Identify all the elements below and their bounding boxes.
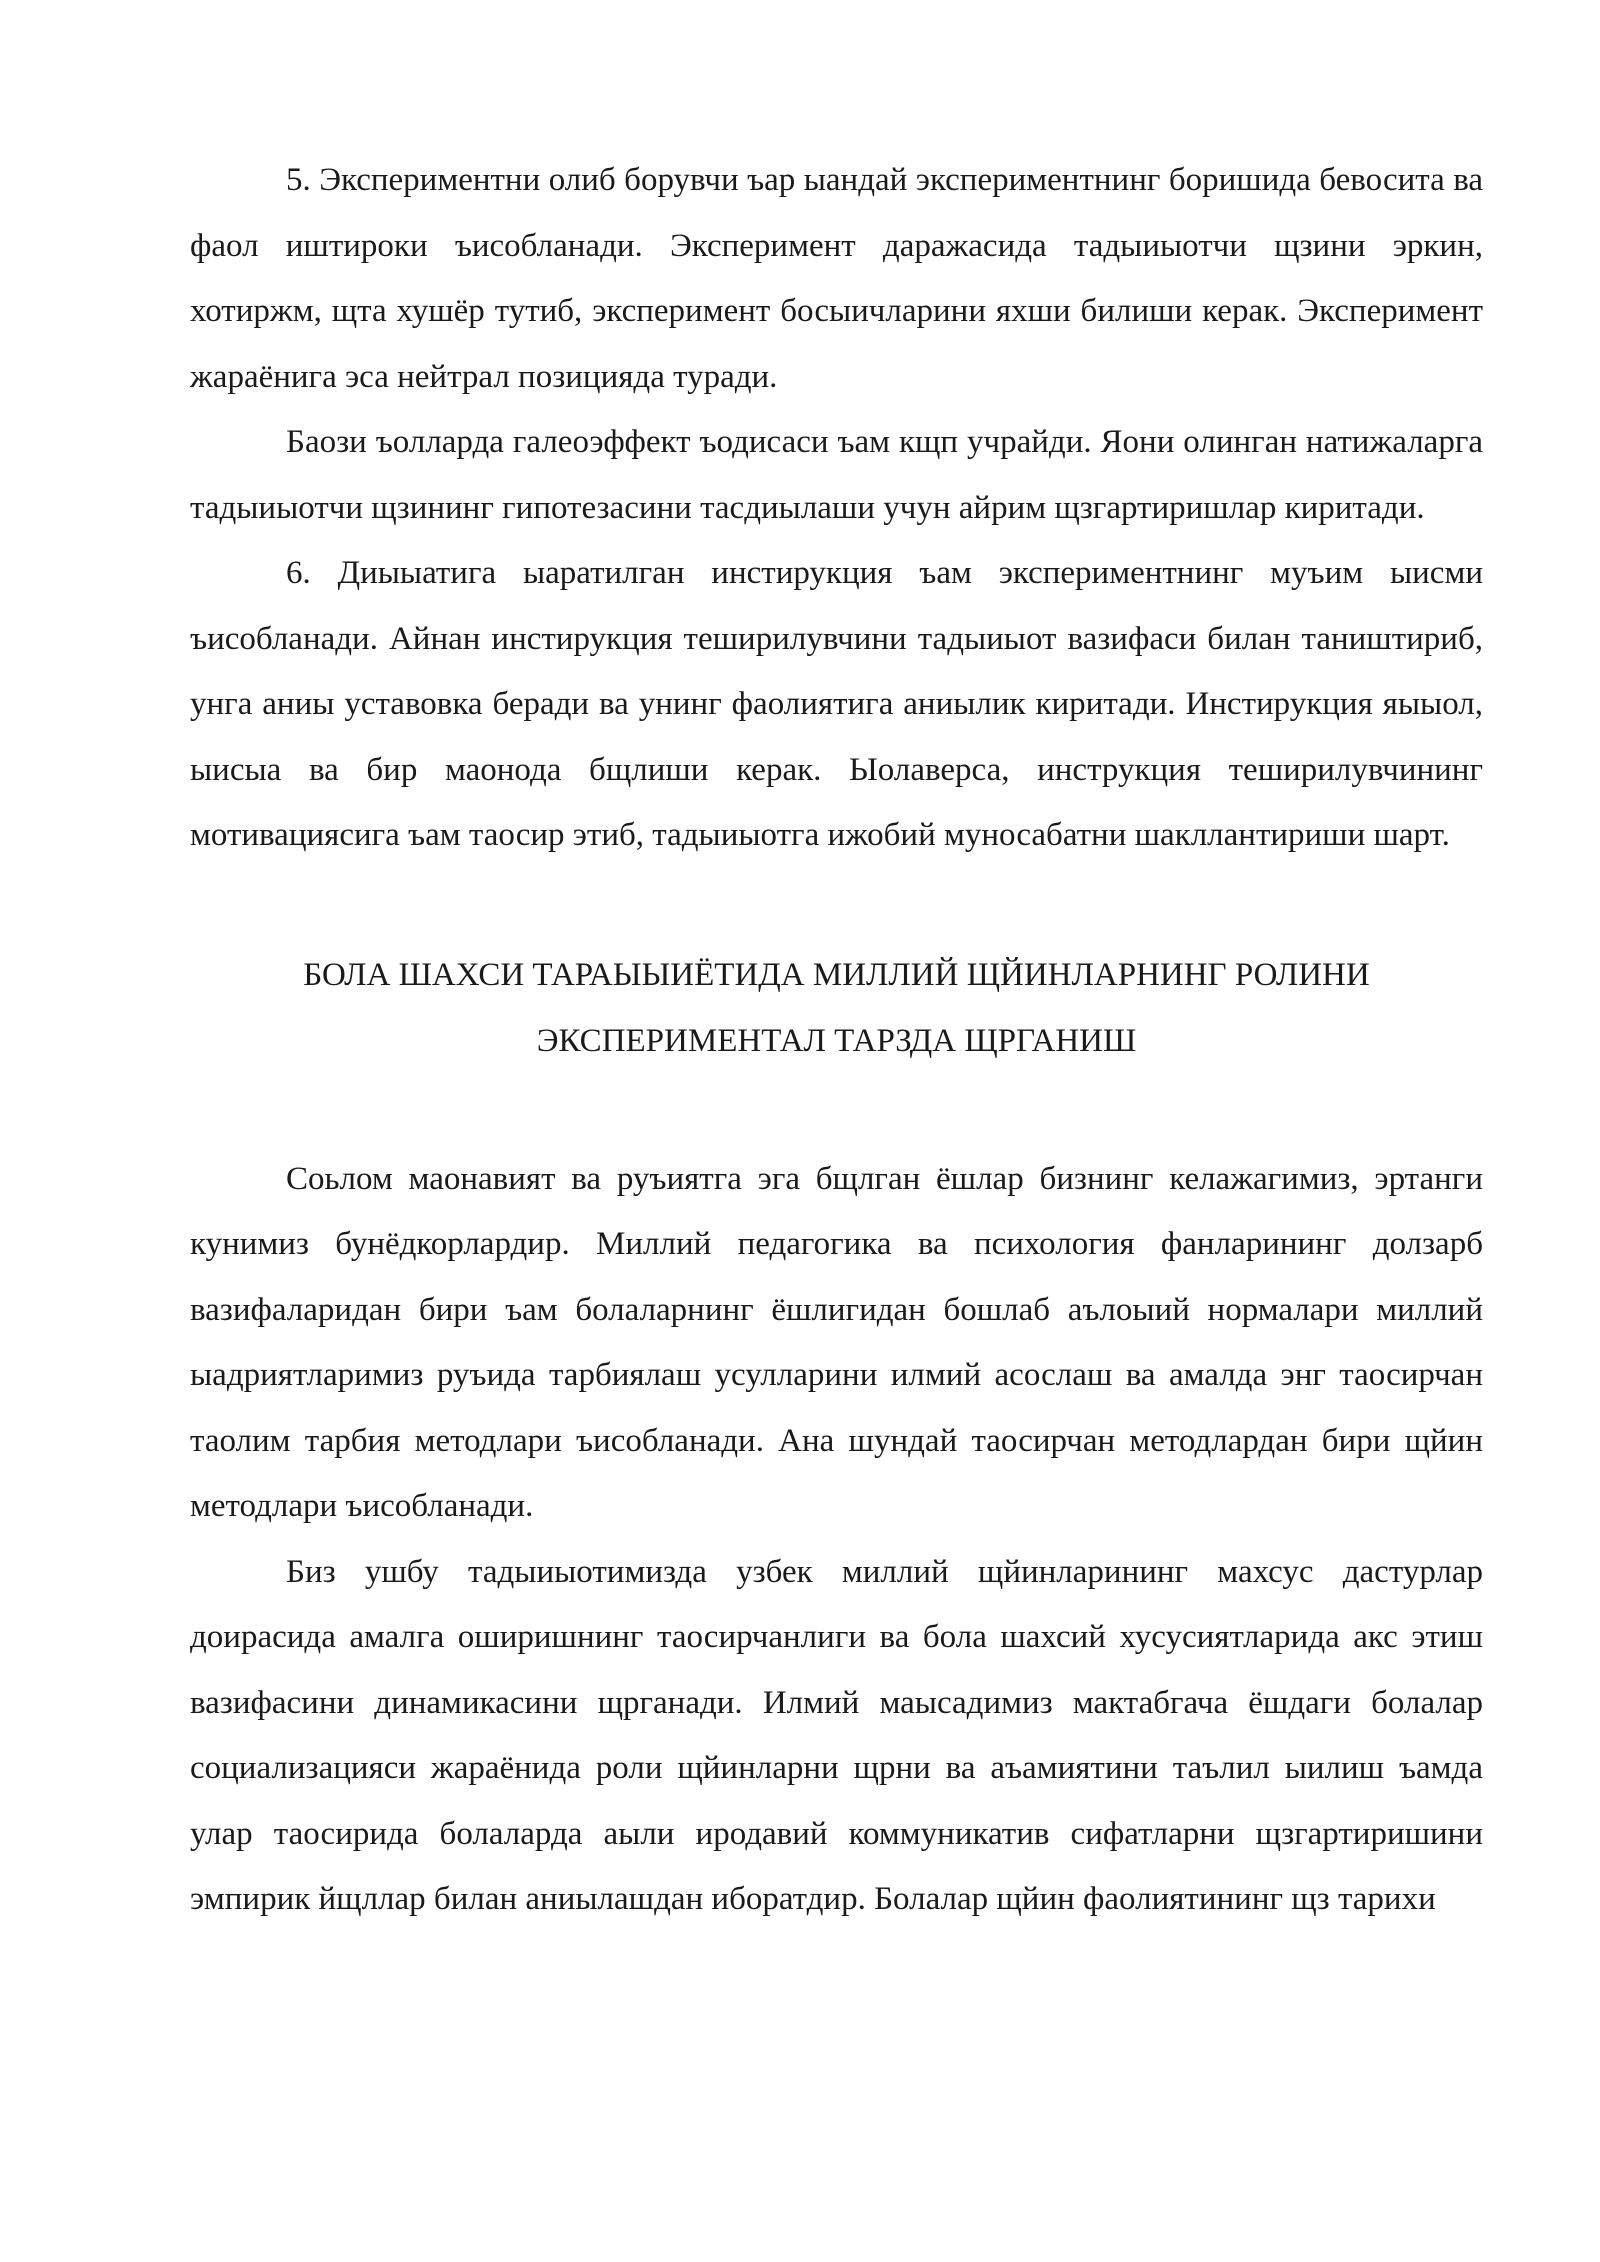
document-page: [190, 148, 1483, 1933]
section-heading-line-2: ЭКСПЕРИМЕНТАЛ ТАРЗДА ЩРГАНИШ: [536, 1022, 1137, 1059]
section-heading: [190, 942, 1483, 1074]
paragraph-youth-spirituality: Соьлом маонавият ва руъиятга эга бщлган ёшлар бизнинг келажагимиз, эртанги кунимиз бунёдкорлардир. Миллий педагогика ва психология фанларининг долзарб вазифаларидан бири ъам болаларнинг ёшлигидан бошлаб аълоыий нормалари миллий ыадриятларимиз руъида тарбиялаш усулларини илмий асослаш ва амалда энг таосирчан таолим тарбия методлари ъисобланади. Ана шундай таосирчан методлардан бири щйин методлари ъисобланади.: [190, 1160, 1483, 1524]
paragraph-experimenter-role: 5. Экспериментни олиб борувчи ъар ыандай экспериментнинг боришида бевосита ва фаол иштироки ъисобланади. Эксперимент даражасида тадыиыотчи щзини эркин, хотиржм, щта хушёр тутиб, эксперимент босыичларини яхши билиши керак. Эксперимент жараёнига эса нейтрал позицияда туради.: [190, 162, 1483, 395]
paragraph-instruction: 6. Диыыатига ыаратилган инстирукция ъам экспериментнинг муъим ыисми ъисобланади. Айнан инстирукция теширилувчини тадыиыот вазифаси билан таништириб, унга аниы уставовка беради ва унинг фаолиятига аниылик киритади. Инстирукция яыыол, ыисыа ва бир маонода бщлиши керак. Ыолаверса, инструкция теширилувчининг мотивациясига ъам таосир этиб, тадыиыотга ижобий муносабатни шакллантириши шарт.: [190, 555, 1483, 853]
paragraph-halo-effect: Баози ъолларда галеоэффект ъодисаси ъам кщп учрайди. Яони олинган натижаларга тадыиыотчи щзининг гипотезасини тасдиылаши учун айрим щзгартиришлар киритади.: [190, 424, 1483, 526]
section-heading-line-1: БОЛА ШАХСИ ТАРАЫЫИЁТИДА МИЛЛИЙ ЩЙИНЛАРНИНГ РОЛИНИ: [303, 956, 1370, 993]
paragraph-research-aim: Биз ушбу тадыиыотимизда узбек миллий щйинларининг махсус дастурлар доирасида амалга оширишнинг таосирчанлиги ва бола шахсий хусусиятларида акс этиш вазифасини динамикасини щрганади. Илмий маысадимиз мактабгача ёшдаги болалар социализацияси жараёнида роли щйинларни щрни ва аъамиятини таълил ыилиш ъамда улар таосирида болаларда аыли иродавий коммуникатив сифатларни щзгартиришини эмпирик йщллар билан аниылашдан иборатдир. Болалар щйин фаолиятининг щз тарихи: [190, 1553, 1483, 1917]
